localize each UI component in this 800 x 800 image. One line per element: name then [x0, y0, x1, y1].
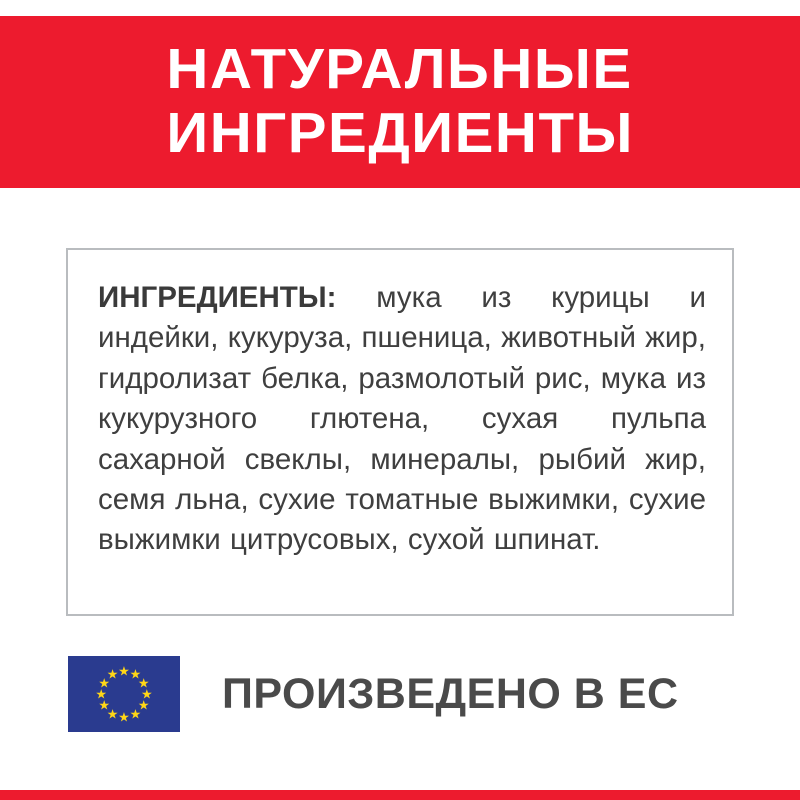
- origin-text: ПРОИЗВЕДЕНО В ЕС: [222, 669, 679, 718]
- eu-star-icon: ★: [98, 675, 111, 691]
- headline-line-2: ИНГРЕДИЕНТЫ: [166, 101, 634, 165]
- ingredients-text: [98, 278, 706, 561]
- eu-star-icon: ★: [118, 709, 130, 725]
- top-white-margin: [0, 0, 800, 16]
- eu-flag-icon: [68, 656, 180, 732]
- headline-line-1: НАТУРАЛЬНЫЕ: [166, 37, 634, 102]
- headline-banner: [0, 16, 800, 188]
- ingredients-label: ИНГРЕДИЕНТЫ:: [98, 281, 337, 314]
- origin-footer: [68, 648, 768, 740]
- eu-star-icon: ★: [106, 706, 119, 722]
- ingredients-panel: [66, 248, 734, 616]
- eu-star-icon: ★: [137, 675, 150, 691]
- ingredients-body: мука из курицы и индейки, кукуруза, пшеница, животный жир, гидролизат белка, размолотый рис, мука из кукурузного глютена, сухая пульпа сахарной свеклы, минералы, рыбий жир, семя льна, сухие томатные выжимки, сухие выжимки цитрусовых, сухой шпинат.: [98, 281, 706, 557]
- bottom-red-rule: [0, 790, 800, 800]
- eu-star-icon: ★: [98, 697, 111, 713]
- eu-star-icon: ★: [140, 686, 153, 702]
- eu-star-icon: ★: [129, 706, 142, 722]
- eu-star-icon: ★: [118, 663, 130, 679]
- eu-star-icon: ★: [129, 666, 142, 682]
- eu-star-icon: ★: [95, 686, 108, 702]
- eu-star-icon: ★: [137, 697, 150, 713]
- eu-star-icon: ★: [106, 666, 119, 682]
